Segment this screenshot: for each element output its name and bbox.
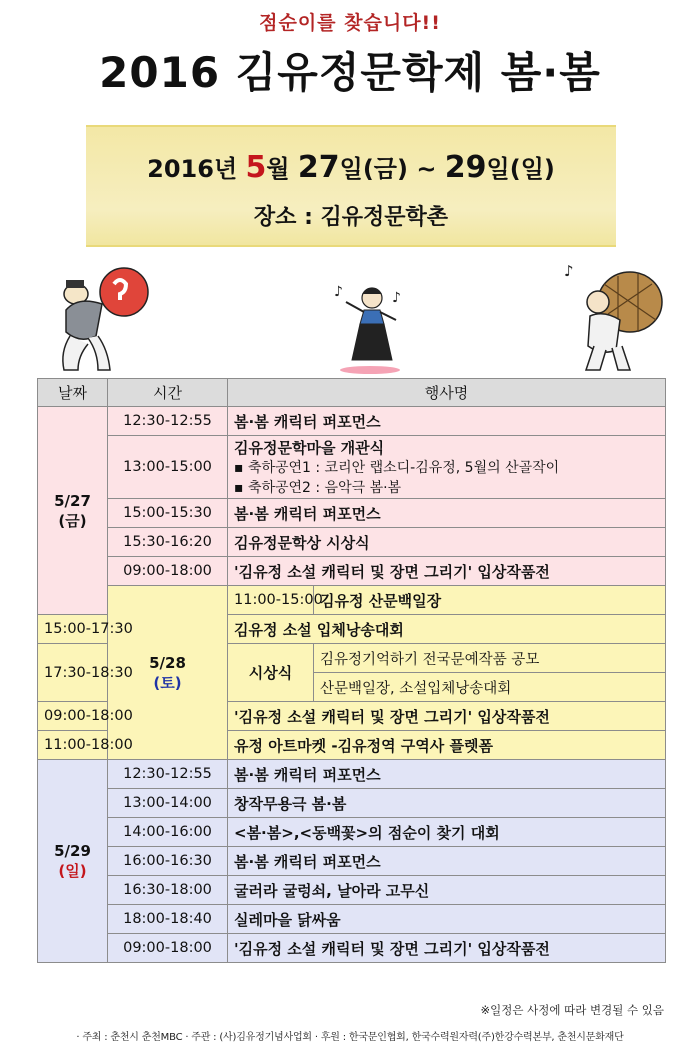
date-label: 5/28	[149, 653, 186, 672]
event-cell: 실레마을 닭싸움	[228, 905, 666, 934]
table-header-row	[38, 379, 666, 407]
event-dates	[86, 149, 616, 185]
svg-text:♪: ♪	[334, 284, 343, 300]
table-row	[38, 557, 666, 586]
event-cell: 김유정문학상 시상식	[228, 528, 666, 557]
end-day: 29	[444, 150, 487, 185]
start-day: 27	[297, 150, 340, 185]
table-row	[38, 934, 666, 963]
event-cell: 봄·봄 캐릭터 퍼포먼스	[228, 760, 666, 789]
time-cell: 09:00-18:00	[108, 934, 228, 963]
time-cell: 16:00-16:30	[108, 847, 228, 876]
event-cell: 굴러라 굴렁쇠, 날아라 고무신	[228, 876, 666, 905]
time-cell: 15:30-16:20	[108, 528, 228, 557]
date-cell-day1	[38, 407, 108, 615]
event-cell: 창작무용극 봄·봄	[228, 789, 666, 818]
schedule-notice: ※일정은 사정에 따라 변경될 수 있음	[480, 1003, 664, 1017]
event-cell: 김유정 소설 입체낭송대회	[228, 615, 666, 644]
table-row	[38, 586, 666, 615]
time-cell: 17:30-18:30	[38, 644, 108, 702]
event-sub-item: 산문백일장, 소설입체낭송대회	[314, 673, 666, 702]
date-label: 5/27	[54, 491, 91, 510]
time-cell: 14:00-16:00	[108, 818, 228, 847]
event-info-box	[86, 125, 616, 247]
time-cell: 11:00-18:00	[38, 731, 108, 760]
man-carrying-load-illustration	[44, 262, 154, 374]
man-with-basket-illustration	[560, 262, 670, 374]
sponsors-footer: · 주최 : 춘천시 춘천MBC · 주관 : (사)김유정기념사업회 · 후원 : 한국문인협회, 한국수력원자력(주)한강수력본부, 춘천시문화재단	[76, 1032, 624, 1043]
year: 2016	[147, 155, 214, 183]
subtitle: 점순이를 찾습니다!!	[259, 12, 441, 34]
time-cell: 13:00-15:00	[108, 436, 228, 499]
table-row	[38, 760, 666, 789]
header-time: 시간	[108, 379, 228, 407]
table-row	[38, 528, 666, 557]
time-cell: 16:30-18:00	[108, 876, 228, 905]
dancing-girl-illustration	[330, 282, 412, 374]
weekday-label: (금)	[58, 511, 87, 530]
month-unit: 월	[266, 155, 298, 183]
event-place: 장소 : 김유정문학촌	[253, 205, 449, 230]
weekday-label: (토)	[153, 673, 182, 692]
event-cell: 시상식	[228, 644, 314, 702]
event-cell: 봄·봄 캐릭터 퍼포먼스	[228, 407, 666, 436]
header-event: 행사명	[228, 379, 666, 407]
event-title: 김유정문학마을 개관식	[234, 438, 385, 457]
svg-text:♪: ♪	[392, 290, 401, 306]
event-cell: 유정 아트마켓 -김유정역 구역사 플렛폼	[228, 731, 666, 760]
event-cell: '김유정 소설 캐릭터 및 장면 그리기' 입상작품전	[228, 557, 666, 586]
time-cell: 15:00-17:30	[38, 615, 108, 644]
time-cell: 11:00-15:00	[228, 586, 314, 615]
event-cell: <봄·봄>,<동백꽃>의 점순이 찾기 대회	[228, 818, 666, 847]
time-cell: 13:00-14:00	[108, 789, 228, 818]
svg-text:♪: ♪	[564, 262, 574, 280]
event-cell: 봄·봄 캐릭터 퍼포먼스	[228, 499, 666, 528]
time-cell: 09:00-18:00	[38, 702, 108, 731]
event-sub-item: ▪ 축하공연2 : 음악극 봄·봄	[234, 479, 402, 496]
table-row	[38, 789, 666, 818]
weekday-label: (일)	[58, 862, 87, 880]
table-row	[38, 407, 666, 436]
header-date: 날짜	[38, 379, 108, 407]
event-sub-item: ▪ 축하공연1 : 코리안 랩소디-김유정, 5월의 산골작이	[234, 459, 560, 476]
time-cell: 09:00-18:00	[108, 557, 228, 586]
page-title: 2016 김유정문학제 봄·봄	[99, 48, 601, 97]
table-row	[38, 905, 666, 934]
event-sub-item: 김유정기억하기 전국문예작품 공모	[314, 644, 666, 673]
event-cell	[228, 436, 666, 499]
table-row	[38, 818, 666, 847]
table-row	[38, 847, 666, 876]
event-cell: '김유정 소설 캐릭터 및 장면 그리기' 입상작품전	[228, 934, 666, 963]
year-unit: 년	[213, 155, 246, 183]
end-unit: 일(일)	[486, 155, 555, 183]
time-cell: 12:30-12:55	[108, 407, 228, 436]
event-cell: 김유정 산문백일장	[314, 586, 666, 615]
start-unit: 일(금) ~	[339, 155, 445, 183]
table-row	[38, 499, 666, 528]
table-row	[38, 876, 666, 905]
event-cell: 봄·봄 캐릭터 퍼포먼스	[228, 847, 666, 876]
month: 5	[245, 150, 267, 185]
date-cell-day3	[38, 760, 108, 963]
date-label: 5/29	[54, 842, 91, 860]
time-cell: 18:00-18:40	[108, 905, 228, 934]
time-cell: 12:30-12:55	[108, 760, 228, 789]
schedule-table	[37, 378, 666, 963]
table-row	[38, 436, 666, 499]
event-cell: '김유정 소설 캐릭터 및 장면 그리기' 입상작품전	[228, 702, 666, 731]
time-cell: 15:00-15:30	[108, 499, 228, 528]
